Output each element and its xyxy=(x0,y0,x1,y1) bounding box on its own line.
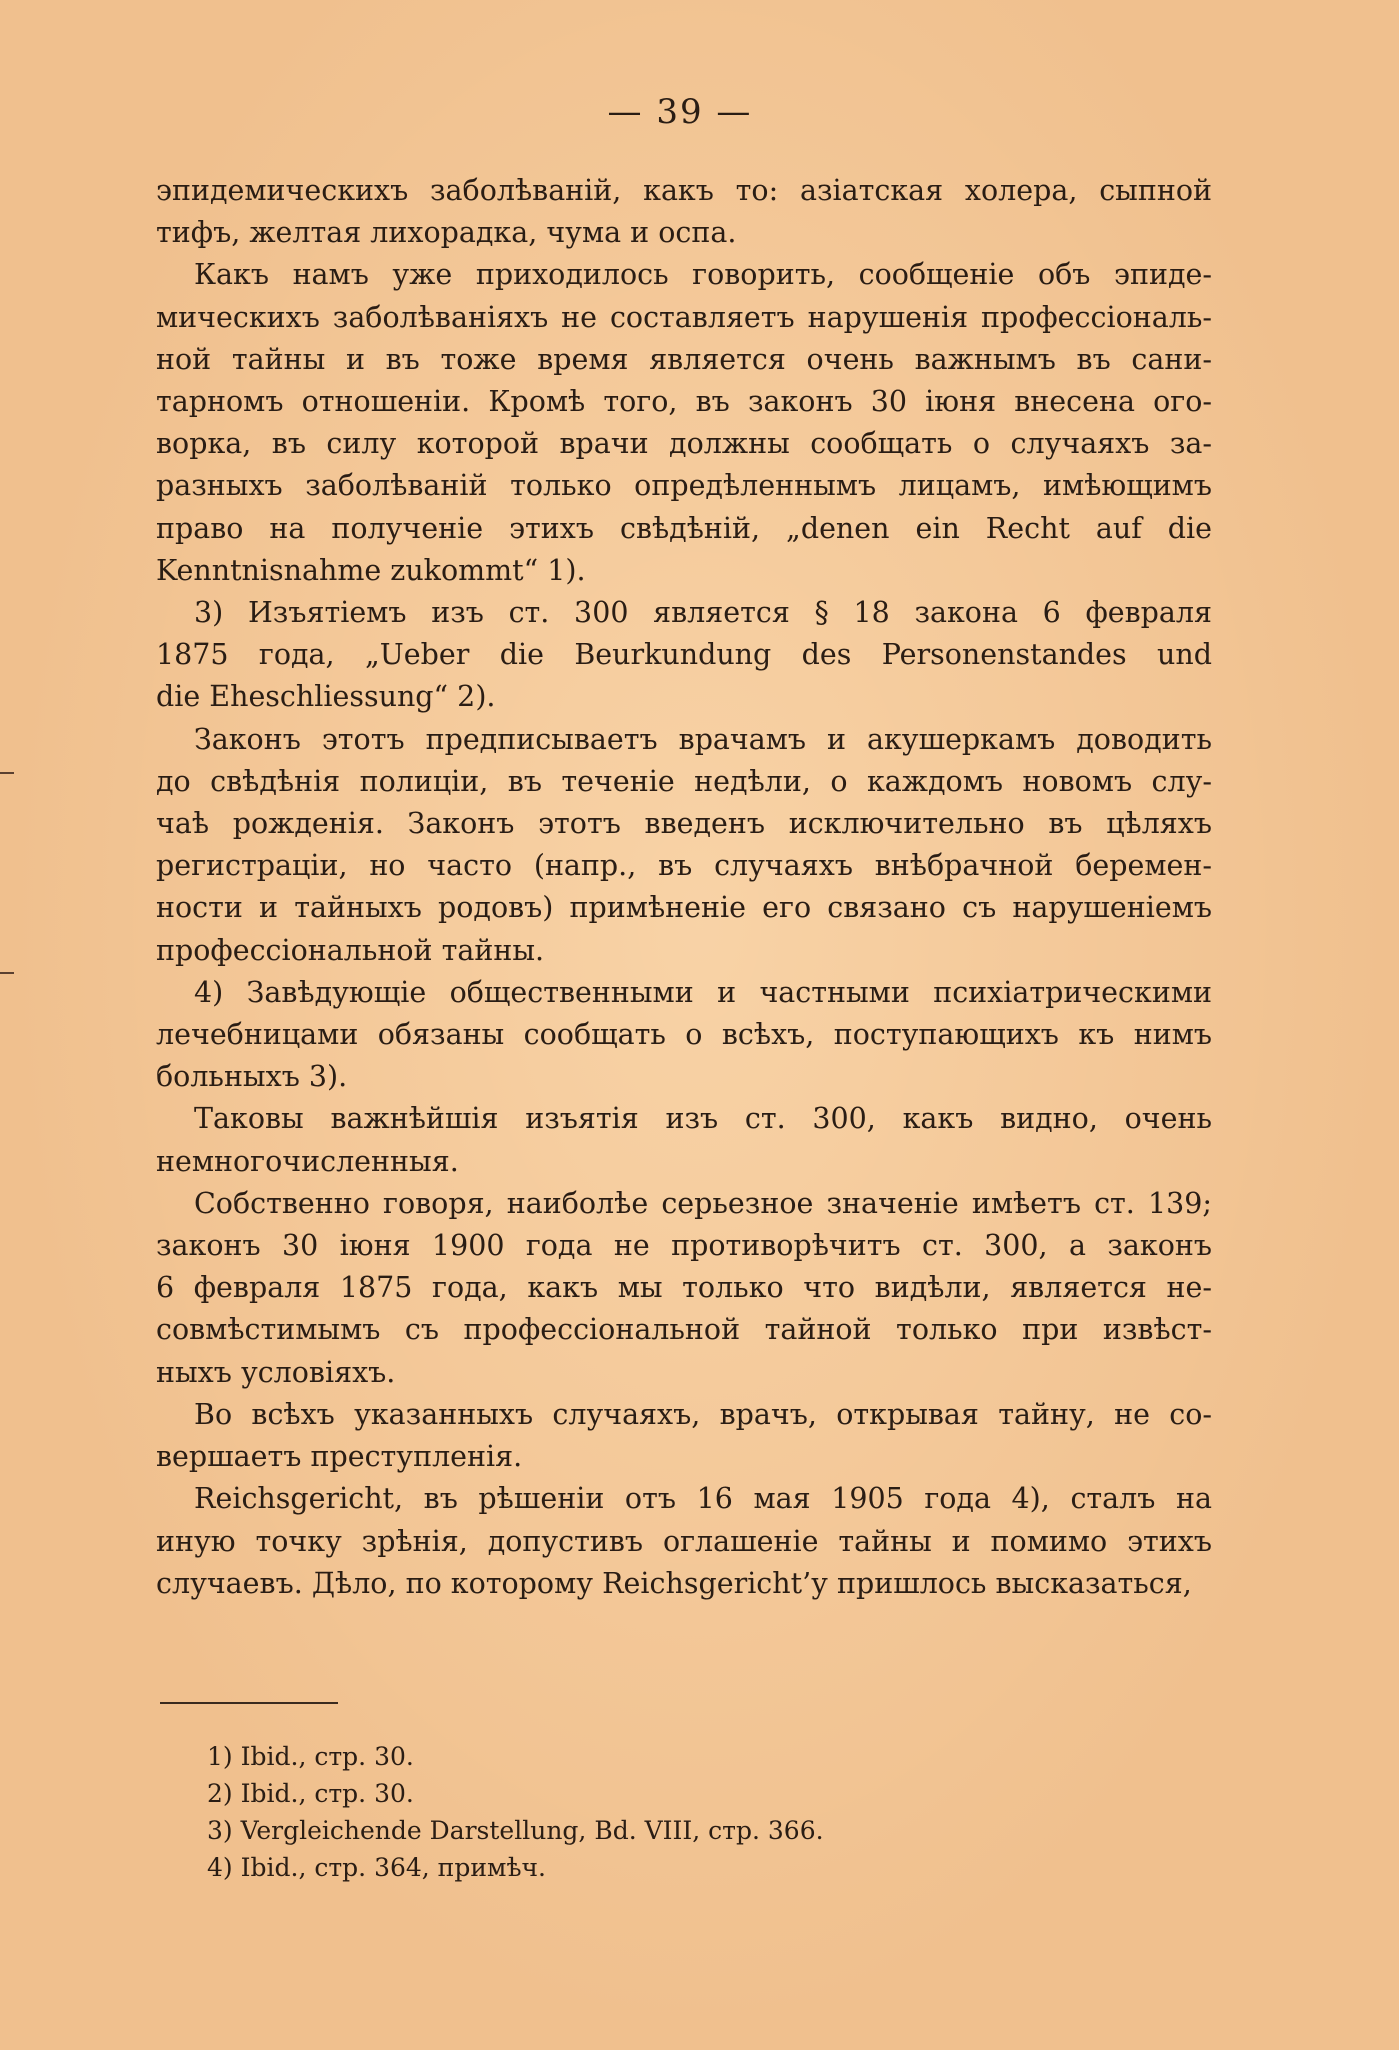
footnote xyxy=(207,1849,1107,1886)
text-line: 6 февраля 1875 года, какъ мы только что видѣли, является не- xyxy=(156,1271,1212,1305)
text-line: законъ 30 іюня 1900 года не противорѣчитъ ст. 300, а законъ xyxy=(156,1229,1212,1263)
paragraph xyxy=(156,972,1212,1099)
footnote xyxy=(207,1812,1107,1849)
text-line: ныхъ условіяхъ. xyxy=(156,1355,396,1389)
footnote-mark: 1) xyxy=(207,1742,233,1771)
paragraph xyxy=(156,719,1212,972)
paragraph xyxy=(156,1478,1212,1605)
text-line: ной тайны и въ тоже время является очень важнымъ въ сани- xyxy=(156,342,1212,376)
text-line: ворка, въ силу которой врачи должны сообщать о случаяхъ за- xyxy=(156,427,1212,461)
footnote-separator xyxy=(160,1702,338,1704)
text-line: 4) Завѣдующіе общественными и частными психіатрическими xyxy=(194,975,1212,1009)
footnote-mark: 3) xyxy=(207,1816,233,1845)
text-line: регистраціи, но часто (напр., въ случаяхъ внѣбрачной беремен- xyxy=(156,849,1212,883)
main-text xyxy=(156,170,1212,1605)
footnote xyxy=(207,1738,1107,1775)
footnotes xyxy=(207,1738,1107,1886)
text-line: Во всѣхъ указанныхъ случаяхъ, врачъ, открывая тайну, не со- xyxy=(194,1397,1212,1431)
footnote-mark: 2) xyxy=(207,1779,233,1808)
text-line: разныхъ заболѣваній только опредѣленнымъ лицамъ, имѣющимъ xyxy=(156,469,1212,503)
footnote-mark: 4) xyxy=(207,1853,233,1882)
text-line: до свѣдѣнія полиціи, въ теченіе недѣли, о каждомъ новомъ слу- xyxy=(156,764,1212,798)
text-line: Reichsgericht, въ рѣшеніи отъ 16 мая 1905 года 4), сталъ на xyxy=(194,1482,1212,1516)
text-line: лечебницами обязаны сообщать о всѣхъ, поступающихъ къ нимъ xyxy=(156,1018,1212,1052)
paragraph xyxy=(156,1098,1212,1182)
footnote-text: Ibid., стр. 30. xyxy=(232,1779,414,1808)
margin-mark xyxy=(0,772,14,774)
text-line: больныхъ 3). xyxy=(156,1060,348,1094)
text-line: ности и тайныхъ родовъ) примѣненіе его связано съ нарушеніемъ xyxy=(156,891,1212,925)
text-line: совмѣстимымъ съ профессіональной тайной только при извѣст- xyxy=(156,1313,1212,1347)
text-line: случаевъ. Дѣло, по которому Reichsgericht’у пришлось высказаться, xyxy=(156,1566,1192,1600)
text-line: немногочисленныя. xyxy=(156,1144,459,1178)
text-line: эпидемическихъ заболѣваній, какъ то: азіатская холера, сыпной xyxy=(156,174,1212,207)
text-line: чаѣ рожденія. Законъ этотъ введенъ исключительно въ цѣляхъ xyxy=(156,807,1212,841)
text-line: профессіональной тайны. xyxy=(156,933,545,967)
paragraph xyxy=(156,1183,1212,1394)
text-line: вершаетъ преступленія. xyxy=(156,1440,523,1474)
text-line: тарномъ отношеніи. Кромѣ того, въ законъ 30 іюня внесена ого- xyxy=(156,385,1212,419)
paragraph xyxy=(156,592,1212,719)
text-line: Kenntnisnahme zukommt“ 1). xyxy=(156,553,586,587)
paragraph xyxy=(156,170,1212,254)
text-line: Собственно говоря, наиболѣе серьезное значеніе имѣетъ ст. 139; xyxy=(194,1186,1212,1220)
text-line: мическихъ заболѣваніяхъ не составляетъ нарушенія профессіональ- xyxy=(156,300,1212,334)
text-line: иную точку зрѣнія, допустивъ оглашеніе тайны и помимо этихъ xyxy=(156,1524,1212,1558)
text-line: Таковы важнѣйшія изъятія изъ ст. 300, какъ видно, очень xyxy=(194,1102,1212,1136)
footnote-text: Vergleichende Darstellung, Bd. VIII, стр. 366. xyxy=(232,1816,824,1845)
page-number: — 39 — xyxy=(607,92,753,132)
footnote-text: Ibid., стр. 364, примѣч. xyxy=(232,1853,547,1882)
text-line: Какъ намъ уже приходилось говорить, сообщеніе объ эпиде- xyxy=(194,258,1212,292)
text-line: тифъ, желтая лихорадка, чума и оспа. xyxy=(156,216,737,250)
text-line: право на полученіе этихъ свѣдѣній, „denen ein Recht auf die xyxy=(156,511,1212,545)
paragraph xyxy=(156,254,1212,592)
footnote xyxy=(207,1775,1107,1812)
text-line: Законъ этотъ предписываетъ врачамъ и акушеркамъ доводить xyxy=(194,722,1212,756)
text-line: die Eheschliessung“ 2). xyxy=(156,680,496,714)
text-line: 3) Изъятіемъ изъ ст. 300 является § 18 закона 6 февраля xyxy=(194,596,1212,630)
margin-mark xyxy=(0,972,14,974)
text-line: 1875 года, „Ueber die Beurkundung des Personenstandes und xyxy=(156,638,1212,672)
footnote-text: Ibid., стр. 30. xyxy=(232,1742,414,1771)
paragraph xyxy=(156,1394,1212,1478)
